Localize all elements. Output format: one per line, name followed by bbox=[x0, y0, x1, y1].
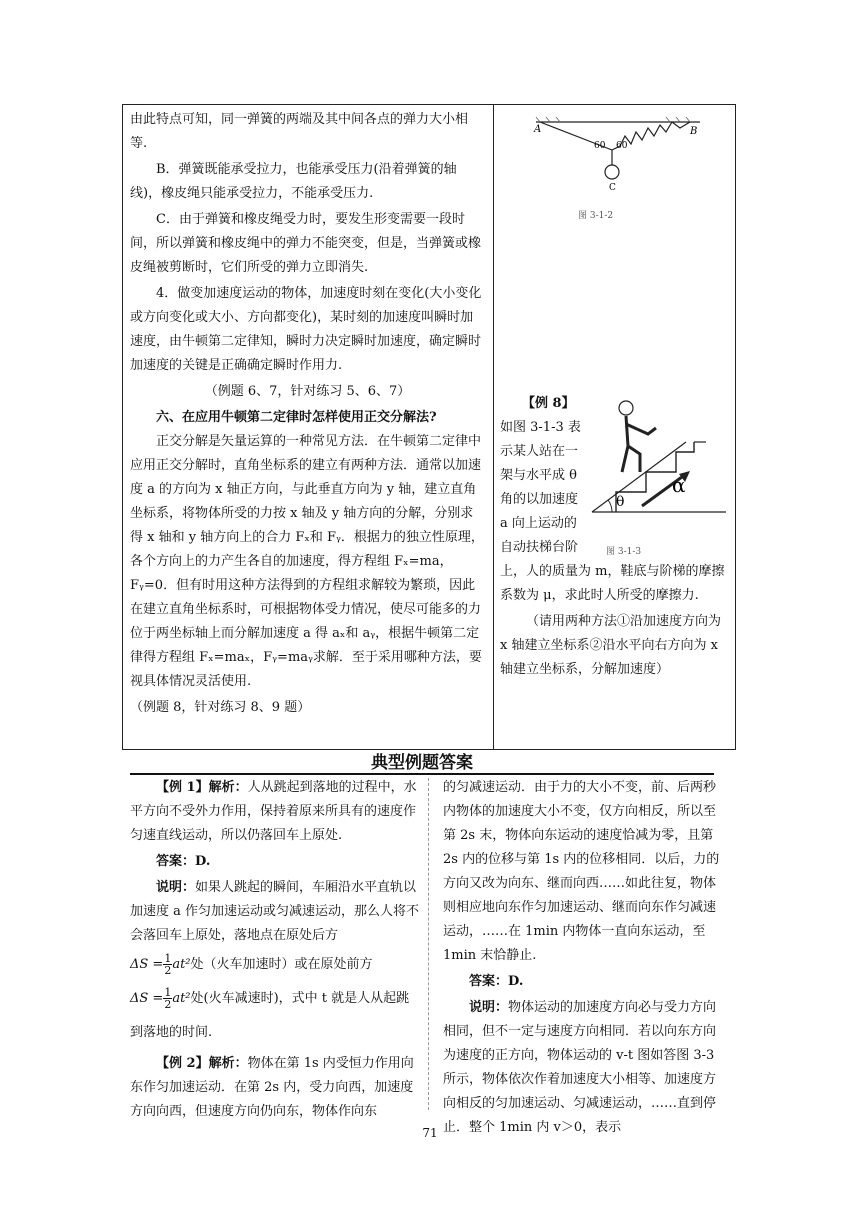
angle-right: 60 bbox=[616, 141, 628, 151]
paragraph: C．由于弹簧和橡皮绳受力时，要发生形变需要一段时间，所以弹簧和橡皮绳中的弹力不能突变，但是，当弹簧或橡皮绳被剪断时，它们所受的弹力立即消失. bbox=[130, 212, 482, 275]
left-column bbox=[130, 108, 485, 720]
table-column-divider bbox=[493, 104, 494, 750]
answer-label: 答案： bbox=[469, 974, 509, 989]
paragraph: 由此特点可知，同一弹簧的两端及其中间各点的弹力大小相等. bbox=[130, 112, 469, 151]
note-text: 如果人跳起的瞬间，车厢沿水平直轨以加速度 a 作匀加速运动或匀减速运动，那么人将不会落回车上原处，落地点在原处后方 bbox=[130, 880, 420, 943]
figure-caption: 图 3-1-3 bbox=[606, 547, 642, 557]
note-text: 处(火车减速时)，式中 t 就是人从起跳到落地的时间. bbox=[130, 991, 410, 1040]
label-b: B bbox=[690, 126, 698, 137]
example-hint: （请用两种方法①沿加速度方向为 x 轴建立坐标系②沿水平向右方向为 x 轴建立坐标系，分解加速度） bbox=[500, 614, 722, 677]
note-text: 物体运动的加速度方向必与受力方向相同，但不一定与速度方向相同．若以向东方向为速度的正方向，物体运动的 v-t 图如答图 3-3 所示，物体依次作着加速度大小相等、加速度方向相反的匀加速运动、匀减速运动，……直到停止．整个 1min 内 v＞0，表示 bbox=[443, 1000, 717, 1135]
paragraph: B．弹簧既能承受拉力，也能承受压力(沿着弹簧的轴线)，橡皮绳只能承受拉力，不能承受压力. bbox=[130, 162, 457, 201]
figure-escalator bbox=[586, 394, 732, 558]
example-text: 如图 3-1-3 表示某人站在一架与水平成 θ 角的以加速度 a 向上运动的自动扶梯台阶上，人的质量为 m，鞋底与阶梯的摩擦系数为 μ，求此时人所受的摩擦力. bbox=[500, 420, 725, 603]
figure-caption: 图 3-1-2 bbox=[578, 211, 614, 221]
answer-value: D. bbox=[508, 974, 524, 989]
right-column bbox=[500, 392, 732, 682]
reference-note: （例题 8，针对练习 8、9 题） bbox=[130, 700, 311, 715]
note-label: 说明： bbox=[156, 880, 196, 895]
figure-rope-spring bbox=[530, 114, 710, 222]
answer-value: D. bbox=[195, 854, 211, 869]
example-2-label: 【例 2】解析： bbox=[156, 1056, 248, 1071]
label-c: C bbox=[609, 183, 616, 193]
note-text: 处（火车加速时）或在原处前方 bbox=[190, 957, 373, 972]
angle-left: 60 bbox=[594, 141, 606, 151]
example-2-text: 物体在第 1s 内受恒力作用向东作匀加速运动．在第 2s 内，受力向西，加速度方向向西，但速度方向仍向东，物体作向东 bbox=[130, 1056, 414, 1119]
example-1-label: 【例 1】解析： bbox=[156, 780, 248, 795]
answers-right-column bbox=[443, 776, 721, 1140]
reference-note: （例题 6、7，针对练习 5、6、7） bbox=[204, 384, 411, 399]
formula: ΔS = $\frac{1}{2}$ at² bbox=[130, 952, 191, 977]
note-label: 说明： bbox=[469, 1000, 509, 1015]
page-number: 71 bbox=[422, 1126, 438, 1140]
paragraph: 的匀减速运动．由于力的大小不变，前、后两秒内物体的加速度大小不变，仅方向相反，所以至第 2s 末，物体向东运动的速度恰减为零，且第 2s 内的位移与第 1s 内的位移相同．以后，力的方向又改为向东、继而向西……如此往复，物体则相应地向东作匀加速运动、继而向东作匀减速运动，……在 1min 内物体一直向东运动，至 1min 末恰静止. bbox=[443, 780, 720, 963]
example-1-text: 人从跳起到落地的过程中，水平方向不受外力作用，保持着原来所具有的速度作匀速直线运动，所以仍落回车上原处. bbox=[130, 780, 417, 843]
column-divider bbox=[428, 778, 429, 1110]
answer-label: 答案： bbox=[156, 854, 196, 869]
title-rule bbox=[130, 773, 714, 775]
answers-left-column bbox=[130, 776, 420, 1124]
example-label: 【例 8】 bbox=[522, 396, 575, 411]
label-alpha: α bbox=[672, 473, 686, 497]
paragraph: 4．做变加速度运动的物体，加速度时刻在变化(大小变化或方向变化或大小、方向都变化)，某时刻的加速度叫瞬时加速度，由牛顿第二定律知，瞬时力决定瞬时加速度，确定瞬时加速度的关键是正确确定瞬时作用力. bbox=[130, 286, 482, 373]
section-heading: 六、在应用牛顿第二定律时怎样使用正交分解法? bbox=[156, 410, 437, 425]
paragraph: 正交分解是矢量运算的一种常见方法．在牛顿第二定律中应用正交分解时，直角坐标系的建立有两种方法．通常以加速度 a 的方向为 x 轴正方向，与此垂直方向为 y 轴，建立直角坐标系，将物体所受的力按 x 轴及 y 轴方向的分解，分别求得 x 轴和 y 轴方向上的合力 Fₓ和 Fᵧ．根据力的独立性原理，各个方向上的力产生各自的加速度，得方程组 Fₓ=ma，Fᵧ=0．但有时用这种方法得到的方程组求解较为繁琐，因此在建立直角坐标系时，可根据物体受力情况，使尽可能多的力位于两坐标轴上而分解加速度 a 得 aₓ和 aᵧ，根据牛顿第二定律得方程组 Fₓ=maₓ，Fᵧ=maᵧ求解．至于采用哪种方法，要视具体情况灵活使用. bbox=[130, 434, 484, 689]
answers-title: 典型例题答案 bbox=[371, 753, 473, 773]
label-a: A bbox=[534, 124, 542, 135]
label-theta: θ bbox=[616, 494, 625, 510]
formula: ΔS = $\frac{1}{2}$ at² bbox=[130, 986, 191, 1011]
